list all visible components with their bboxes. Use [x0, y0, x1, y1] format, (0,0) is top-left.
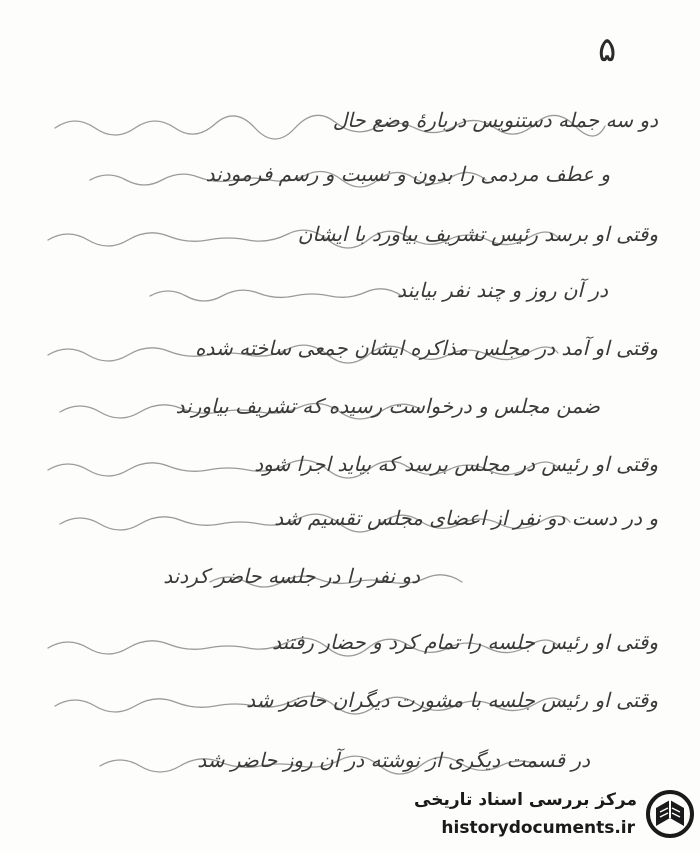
handwritten-line-5: وقتی او آمد در مجلس مذاکره ایشان جمعی ساخته شده	[195, 336, 658, 360]
handwritten-line-6: ضمن مجلس و درخواست رسیده که تشریف بیاورند	[175, 394, 600, 418]
handwritten-line-11: وقتی او رئیس جلسه با مشورت دیگران حاضر شد	[246, 688, 658, 712]
archive-watermark	[414, 784, 695, 846]
handwritten-line-4: در آن روز و چند نفر بیایند	[397, 278, 608, 302]
handwritten-line-1: دو سه جمله دستنویس دربارهٔ وضع حال	[332, 108, 658, 132]
handwritten-line-10: وقتی او رئیس جلسه را تمام کرد و حضار رفتند	[272, 630, 658, 654]
page-number: ۵	[598, 30, 617, 70]
watermark-title: مرکز بررسی اسناد تاریخی	[414, 790, 637, 810]
handwritten-line-9: دو نفر را در جلسه حاضر کردند	[163, 564, 420, 588]
book-emblem-icon	[646, 786, 694, 842]
handwritten-line-8: و در دست دو نفر از اعضای مجلس تقسیم شد	[274, 506, 658, 530]
watermark-url: historydocuments.ir	[441, 818, 635, 838]
handwritten-line-12: در قسمت دیگری از نوشته در آن روز حاضر شد	[197, 748, 590, 772]
handwritten-line-2: و عطف مردمی را بدون و نسبت و رسم فرمودند	[205, 162, 610, 186]
handwritten-line-3: وقتی او برسد رئیس تشریف بیاورد با ایشان	[297, 222, 658, 246]
handwritten-line-7: وقتی او رئیس در مجلس برسد که بیاید اجرا شود	[254, 452, 658, 476]
